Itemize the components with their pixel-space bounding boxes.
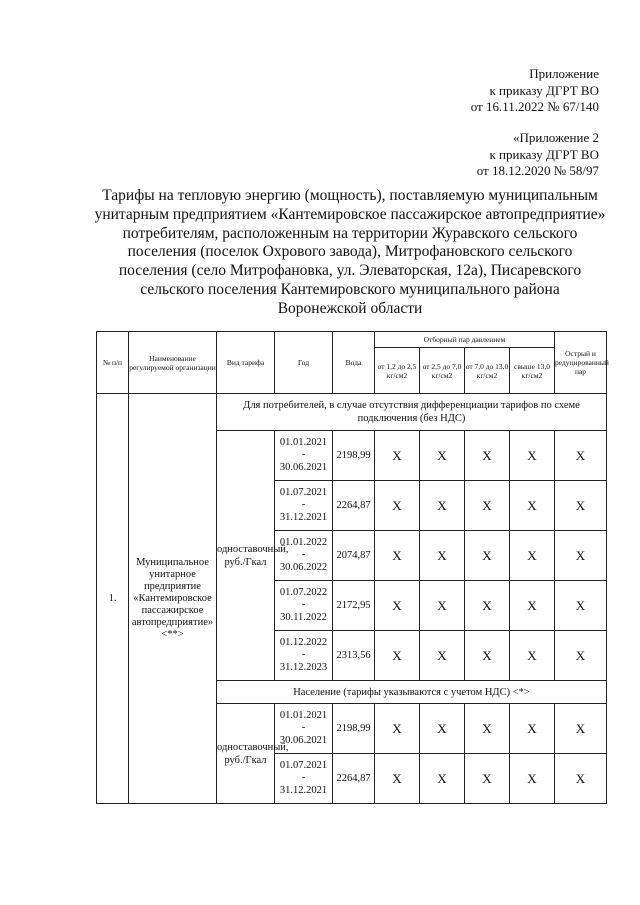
water-tariff: 2074,87	[333, 531, 375, 581]
steam-3-cell: X	[465, 631, 510, 681]
appendix-line: от 16.11.2022 № 67/140	[470, 99, 599, 114]
period-from: 01.07.2021	[279, 486, 328, 498]
period-from: 01.01.2022	[279, 536, 328, 548]
steam-1-cell: X	[375, 631, 420, 681]
period-cell	[275, 481, 333, 531]
period-to: 30.06.2021	[279, 734, 328, 746]
document-title	[90, 187, 610, 319]
period-to: 31.12.2023	[279, 661, 328, 673]
steam-4-cell: X	[510, 631, 555, 681]
steam-4-cell: X	[510, 754, 555, 804]
steam-2-cell: X	[420, 704, 465, 754]
water-tariff: 2198,99	[333, 704, 375, 754]
sharp-steam-cell: X	[555, 481, 607, 531]
period-to: 30.11.2022	[280, 611, 327, 623]
steam-3-cell: X	[465, 704, 510, 754]
title-line: поселения (поселок Охрового завода), Митрофановского сельского	[127, 243, 573, 261]
tariff-type: одноставочный, руб./Гкал	[217, 431, 275, 681]
steam-3-cell: X	[465, 754, 510, 804]
row-number: 1.	[97, 394, 129, 804]
header-steam-group: Отборный пар давлением	[375, 332, 555, 348]
period-to: 31.12.2021	[279, 784, 328, 796]
period-from: 01.01.2021	[279, 709, 328, 721]
title-line: поселения (село Митрофановка, ул. Элеваторская, 12а), Писаревского	[118, 262, 582, 280]
period-dash: -	[301, 722, 306, 734]
steam-4-cell: X	[510, 481, 555, 531]
header-year: Год	[275, 332, 333, 394]
steam-3-cell: X	[465, 531, 510, 581]
header-type: Вид тарифа	[217, 332, 275, 394]
steam-4-cell: X	[510, 531, 555, 581]
period-dash: -	[301, 549, 306, 561]
appendix-header	[471, 66, 599, 116]
tariff-type: одноставочный, руб./Гкал	[217, 704, 275, 804]
period-to: 30.06.2022	[279, 561, 328, 573]
period-dash: -	[301, 772, 306, 784]
section-label: Население (тарифы указываются с учетом НДС) <*>	[217, 681, 607, 704]
appendix2-line: «Приложение 2	[512, 130, 599, 145]
period-cell	[275, 581, 333, 631]
appendix-line: к приказу ДГРТ ВО	[489, 82, 599, 98]
steam-1-cell: X	[375, 481, 420, 531]
period-cell	[275, 531, 333, 581]
period-from: 01.12.2022	[279, 636, 328, 648]
title-line: унитарным предприятием «Кантемировское пассажирское автопредприятие»	[94, 205, 606, 223]
period-dash: -	[301, 599, 306, 611]
header-steam-2: от 2,5 до 7,0 кг/см2	[420, 348, 465, 394]
period-from: 01.07.2021	[279, 759, 328, 771]
steam-4-cell: X	[510, 431, 555, 481]
water-tariff: 2198,99	[333, 431, 375, 481]
steam-1-cell: X	[375, 704, 420, 754]
steam-2-cell: X	[420, 581, 465, 631]
tariff-table	[96, 331, 607, 804]
period-cell	[275, 631, 333, 681]
steam-2-cell: X	[420, 631, 465, 681]
appendix-line: Приложение	[529, 66, 599, 81]
water-tariff: 2264,87	[333, 754, 375, 804]
title-line: Воронежской области	[277, 299, 423, 317]
section-label: Для потребителей, в случае отсутствия дифференциации тарифов по схеме подключения (без НДС)	[217, 394, 607, 431]
period-from: 01.07.2022	[279, 586, 328, 598]
steam-1-cell: X	[375, 581, 420, 631]
steam-2-cell: X	[420, 431, 465, 481]
header-steam-1: от 1,2 до 2,5 кг/см2	[375, 348, 420, 394]
steam-4-cell: X	[510, 581, 555, 631]
appendix2-line: к приказу ДГРТ ВО	[489, 146, 599, 162]
header-num: № п/п	[97, 332, 129, 394]
sharp-steam-cell: X	[555, 581, 607, 631]
period-to: 30.06.2021	[279, 461, 328, 473]
period-cell	[275, 704, 333, 754]
sharp-steam-cell: X	[555, 631, 607, 681]
title-line: сельского поселения Кантемировского муниципального района	[140, 280, 560, 298]
period-dash: -	[301, 499, 306, 511]
sharp-steam-cell: X	[555, 754, 607, 804]
water-tariff: 2264,87	[333, 481, 375, 531]
water-tariff: 2172,95	[333, 581, 375, 631]
header-org: Наименование регулируемой организации	[129, 332, 217, 394]
steam-2-cell: X	[420, 754, 465, 804]
steam-3-cell: X	[465, 581, 510, 631]
steam-1-cell: X	[375, 754, 420, 804]
title-line: потребителям, расположенным на территории Журавского сельского	[122, 224, 578, 242]
water-tariff: 2313,56	[333, 631, 375, 681]
sharp-steam-cell: X	[555, 431, 607, 481]
appendix2-line: от 18.12.2020 № 58/97	[476, 163, 599, 178]
period-dash: -	[301, 649, 306, 661]
period-to: 31.12.2021	[279, 511, 328, 523]
sharp-steam-cell: X	[555, 531, 607, 581]
header-water: Вода	[333, 332, 375, 394]
period-cell	[275, 431, 333, 481]
header-steam-4: свыше 13,0 кг/см2	[510, 348, 555, 394]
sharp-steam-cell: X	[555, 704, 607, 754]
period-cell	[275, 754, 333, 804]
steam-3-cell: X	[465, 481, 510, 531]
period-dash: -	[301, 449, 306, 461]
header-steam-3: от 7,0 до 13,0 кг/см2	[465, 348, 510, 394]
steam-2-cell: X	[420, 531, 465, 581]
header-sharp-steam: Острый и редуцированный пар	[555, 332, 607, 394]
steam-1-cell: X	[375, 531, 420, 581]
title-line: Тарифы на тепловую энергию (мощность), поставляемую муниципальным	[102, 187, 598, 204]
period-from: 01.01.2021	[279, 436, 328, 448]
appendix2-header	[477, 130, 599, 180]
steam-1-cell: X	[375, 431, 420, 481]
steam-2-cell: X	[420, 481, 465, 531]
organization-name: Муниципальное унитарное предприятие «Кантемировское пассажирское автопредприятие» <**>	[129, 394, 217, 804]
steam-4-cell: X	[510, 704, 555, 754]
steam-3-cell: X	[465, 431, 510, 481]
